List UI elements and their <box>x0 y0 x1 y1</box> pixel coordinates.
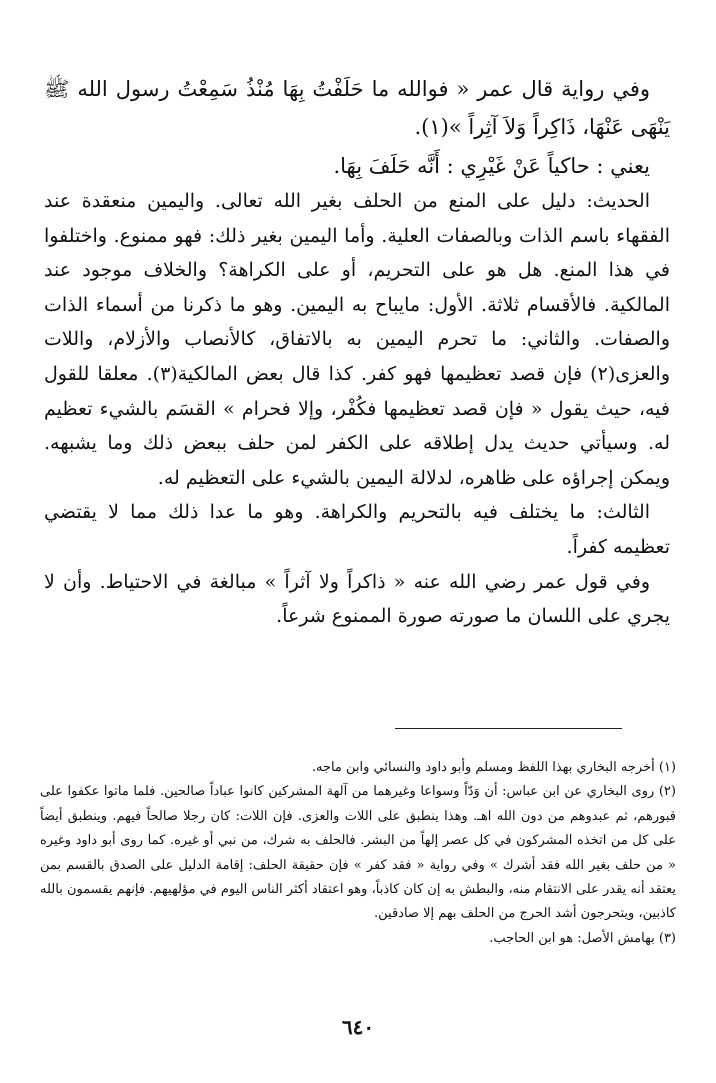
paragraph-explanation: يعني : حاكياً عَنْ غَيْرِي : أَنَّه حَلَفَ بِهَا. <box>333 154 650 178</box>
footnote-number: (٣) <box>658 930 676 946</box>
footnote-text: بهامش الأصل: هو ابن الحاجب. <box>489 930 655 946</box>
footnotes <box>40 756 676 951</box>
footnote <box>40 780 676 926</box>
paragraph-hadith-quote: وفي رواية قال عمر « فوالله ما حَلَفْتُ بِهَا مُنْذُ سَمِعْتُ رسول الله ﷺ يَنْهَى عَنْهَا، ذَاكِراً وَلاَ آثِراً »(١). <box>44 77 670 139</box>
footnote-text: روى البخاري عن ابن عباس: أن وَدّاً وسواعا وغيرهما من آلهة المشركين كانوا عباداً صالحين. فلما ماتوا عكفوا على قبورهم، ثم عبدوهم من دون الله اهـ. وهذا ينطبق على اللات والعزى. فإن اللات: كان رجلا صالحاً فيهم. وينطبق أيضاً على كل من اتخذه المشركون في كل عصر إلهاً من البشر. فالحلف به شرك، من نبي أو غيره. كما روى أبو داود وغيره « من حلف بغير الله فقد أشرك » وفي رواية « فقد كفر » فإن حقيقة الحلف: إقامة الدليل على الصدق بالقسم بمن يعتقد أنه يقدر على الانتقام منه، والبطش به إن كان كاذباً، وهو اعتقاد أكثر الناس اليوم في مؤلهيهم. فإنهم يقسمون بالله كاذبين، ويتحرجون أشد الحرج من الحلف بهم إلا صادقين. <box>40 784 676 922</box>
paragraph-conclusion: وفي قول عمر رضي الله عنه « ذاكراً ولا آثراً » مبالغة في الاحتياط. وأن لا يجري على اللسان ما صورته صورة الممنوع شرعاً. <box>44 570 670 628</box>
footnote-text: أخرجه البخاري بهذا اللفظ ومسلم وأبو داود والنسائي وابن ماجه. <box>311 760 655 775</box>
page-number: ٦٤٠ <box>341 1015 375 1039</box>
footnote <box>40 756 676 780</box>
main-text <box>44 70 670 634</box>
footnote <box>40 927 676 951</box>
paragraph-commentary: الحديث: دليل على المنع من الحلف بغير الله تعالى. واليمين منعقدة عند الفقهاء باسم الذات وبالصفات العلية. وأما اليمين بغير ذلك: فهو ممنوع. واختلفوا في هذا المنع. هل هو على التحريم، أو على الكراهة؟ والخلاف موجود عند المالكية. فالأقسام ثلاثة. الأول: مايباح به اليمين. وهو ما ذكرنا من أسماء الذات والصفات. والثاني: ما تحرم اليمين به بالاتفاق، كالأنصاب والأزلام، واللات والعزى(٢) فإن قصد تعظيمها فهو كفر. كذا قال بعض المالكية(٣). معلقا للقول فيه، حيث يقول « فإن قصد تعظيمها فكُفْر، وإلا فحرام » القسَم بالشيء تعظيم له. وسيأتي حديث يدل إطلاقه على الكفر لمن حلف ببعض ذلك وما يشبهه. ويمكن إجراؤه على ظاهره، لدلالة اليمين بالشيء على التعظيم له. <box>44 190 670 489</box>
paragraph-third-category: الثالث: ما يختلف فيه بالتحريم والكراهة. وهو ما عدا ذلك مما لا يقتضي تعظيمه كفراً. <box>44 501 670 558</box>
footnote-number: (١) <box>658 760 676 775</box>
footnote-separator <box>395 728 622 729</box>
footnote-number: (٢) <box>658 784 676 800</box>
